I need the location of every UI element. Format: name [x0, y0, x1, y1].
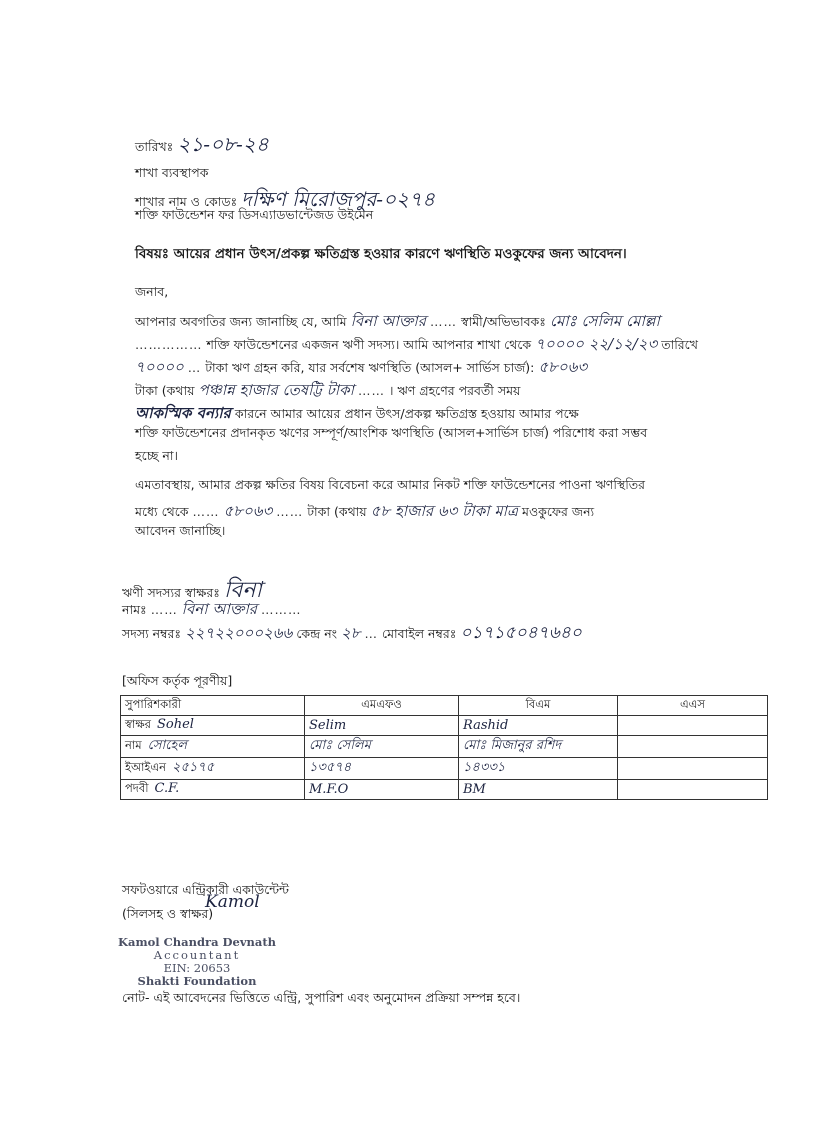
member-name-handwritten: বিনা আক্তার — [181, 600, 258, 618]
guardian-handwritten: মোঃ সেলিম মোল্লা — [549, 312, 660, 330]
table-cell — [618, 716, 768, 736]
para1-line7: হচ্ছে না। — [135, 448, 178, 463]
table-cell — [618, 736, 768, 758]
table-cell: M.F.O — [305, 780, 459, 800]
date-handwritten: ২১-০৮-২৪ — [177, 132, 269, 156]
para1-text-7: । ঋণ গ্রহণের পরবর্তী সময় — [388, 383, 521, 398]
mobile-handwritten: ০১৭১৫০৪৭৬৪০ — [460, 623, 582, 643]
para2-text-4: মওকুফের জন্য — [522, 504, 595, 519]
reason-handwritten: আকস্মিক বন্যার — [135, 404, 231, 422]
waive-amount-handwritten: ৫৮০৬৩ — [223, 502, 273, 520]
table-cell — [618, 758, 768, 780]
col-header: সুপারিশকারী — [121, 696, 305, 716]
row-label: স্বাক্ষর — [125, 717, 151, 731]
dotted-fill: …………… — [135, 337, 203, 352]
row-label-cell — [121, 736, 305, 758]
member-signature: বিনা — [223, 578, 262, 603]
recommender-designation: C.F. — [154, 781, 180, 796]
row-label: পদবী — [125, 781, 149, 795]
para1-text-1: আপনার অবগতির জন্য জানাচ্ছি যে, আমি — [135, 314, 347, 329]
applicant-name-handwritten: বিনা আক্তার — [350, 312, 426, 330]
member-no-label: সদস্য নম্বরঃ — [122, 626, 182, 641]
row-label: ইআইএন — [125, 760, 166, 774]
para2-text-2: মধ্যে থেকে — [135, 504, 189, 519]
table-cell: Selim — [305, 716, 459, 736]
para1-text-8: কারনে আমার আয়ের প্রধান উৎস/প্রকল্প ক্ষতিগ্রস্ত হওয়ায় আমার পক্ষে — [234, 406, 579, 421]
addressee: শাখা ব্যবস্থাপক — [135, 165, 209, 180]
table-cell: Rashid — [459, 716, 618, 736]
table-cell: মোঃ সেলিম — [305, 736, 459, 758]
balance-handwritten: ৫৮০৬৩ — [538, 358, 588, 376]
accountant-signature: Kamol — [205, 892, 260, 912]
org-line: শক্তি ফাউন্ডেশন ফর ডিসএ্যাডভান্টেজড উইমেন — [135, 207, 374, 222]
para1-text-4: তারিখে — [661, 337, 698, 352]
table-cell: ১৩৫৭৪ — [305, 758, 459, 780]
para2-line2 — [135, 500, 594, 525]
stamp-title: Accountant — [153, 948, 241, 962]
stamp-org: Shakti Foundation — [137, 974, 257, 988]
dotted-fill: …… — [276, 504, 304, 519]
subject: বিষয়ঃ আয়ের প্রধান উৎস/প্রকল্প ক্ষতিগ্রস্ত হওয়ার কারণে ঋণস্থিতি মওকুফের জন্য আবেদন। — [135, 246, 627, 262]
para1-line2 — [135, 333, 698, 358]
row-label-cell — [121, 758, 305, 780]
loan-date-handwritten: ৭০০০০ ২২/১২/২৩ — [535, 335, 658, 353]
col-header: বিএম — [459, 696, 618, 716]
para2-text-3: টাকা (কথায় — [307, 504, 367, 519]
dotted-fill: … — [187, 360, 202, 375]
table-cell: ১৪৩৩১ — [459, 758, 618, 780]
dotted-fill: …… — [357, 383, 385, 398]
row-label-cell — [121, 716, 305, 736]
para1-line6: শক্তি ফাউন্ডেশনের প্রদানকৃত ঋণের সম্পূর্ণ/আংশিক ঋণস্থিতি (আসল+সার্ভিস চার্জ) পরিশোধ করা সম্ভব — [135, 425, 648, 440]
footer-note: নোট- এই আবেদনের ভিত্তিতে এন্ট্রি, সুপারিশ এবং অনুমোদন প্রক্রিয়া সম্পন্ন হবে। — [122, 990, 521, 1005]
table-row — [121, 716, 768, 736]
table-cell — [618, 780, 768, 800]
table-row — [121, 696, 768, 716]
recommender-signature: Sohel — [156, 717, 194, 732]
dotted-fill: …… — [429, 314, 457, 329]
para1-line4 — [135, 379, 520, 404]
center-label: কেন্দ্র নং — [296, 626, 338, 641]
dotted-fill: …… — [192, 504, 220, 519]
center-no-handwritten: ২৮ — [341, 624, 361, 642]
mobile-label: মোবাইল নম্বরঃ — [382, 626, 457, 641]
stamp-name: Kamol Chandra Devnath — [118, 935, 276, 949]
dotted-fill: …… — [150, 602, 178, 617]
recommender-name: সোহেল — [147, 738, 187, 753]
para1-text-3: শক্তি ফাউন্ডেশনের একজন ঋণী সদস্য। আমি আপনার শাখা থেকে — [206, 337, 532, 352]
table-row — [121, 758, 768, 780]
accountant-stamp — [112, 936, 282, 988]
dotted-fill: … — [364, 626, 379, 641]
salutation: জনাব, — [135, 284, 169, 299]
loan-amount-handwritten: ৭০০০০ — [135, 358, 184, 376]
balance-words-handwritten: পঞ্চান্ন হাজার তেষট্টি টাকা — [198, 381, 354, 399]
entry-accountant-role: সফটওয়ারে এন্ট্রিকারী একাউন্টেন্ট — [122, 882, 289, 897]
para1-text-2: স্বামী/অভিভাবকঃ — [460, 314, 546, 329]
date-label: তারিখঃ — [135, 139, 174, 154]
dotted-fill: ……… — [261, 602, 302, 617]
para2-line3: আবেদন জানাচ্ছি। — [135, 523, 226, 538]
office-table — [120, 695, 768, 800]
waive-words-handwritten: ৫৮ হাজার ৬৩ টাকা মাত্র — [370, 502, 519, 520]
table-cell: মোঃ মিজানুর রশিদ — [459, 736, 618, 758]
col-header: এএস — [618, 696, 768, 716]
para1-text-5: টাকা ঋণ গ্রহন করি, যার সর্বশেষ ঋণস্থিতি (আসল+ সার্ভিস চার্জ): — [205, 360, 535, 375]
signature-label: ঋণী সদস্যর স্বাক্ষরঃ — [122, 585, 220, 600]
branch-handwritten: দক্ষিণ মিরোজপুর-০২৭৪ — [241, 187, 435, 211]
col-header: এমএফও — [305, 696, 459, 716]
table-row — [121, 736, 768, 758]
name-label: নামঃ — [122, 602, 147, 617]
member-number-row — [122, 620, 582, 648]
office-heading: [অফিস কর্তৃক পূরণীয়] — [122, 673, 233, 688]
para1-line5 — [135, 402, 579, 427]
member-no-handwritten: ২২৭২২০০০২৬৬ — [185, 624, 293, 642]
para2-line1: এমতাবস্থায়, আমার প্রকল্প ক্ষতির বিষয় বিবেচনা করে আমার নিকট শক্তি ফাউন্ডেশনের পাওনা ঋণস্থিতির — [135, 477, 646, 492]
row-label: নাম — [125, 738, 142, 752]
stamp-ein: EIN: 20653 — [163, 961, 231, 975]
branch-label: শাখার নাম ও কোডঃ — [135, 194, 238, 209]
date-row — [135, 130, 269, 163]
para1-line3 — [135, 356, 587, 381]
table-cell: BM — [459, 780, 618, 800]
seal-label: (সিলসহ ও স্বাক্ষর) — [122, 906, 214, 921]
para1-text-6: টাকা (কথায় — [135, 383, 195, 398]
para1-line1 — [135, 310, 660, 335]
table-row — [121, 780, 768, 800]
recommender-ein: ২৫১৭৫ — [172, 760, 215, 775]
row-label-cell — [121, 780, 305, 800]
